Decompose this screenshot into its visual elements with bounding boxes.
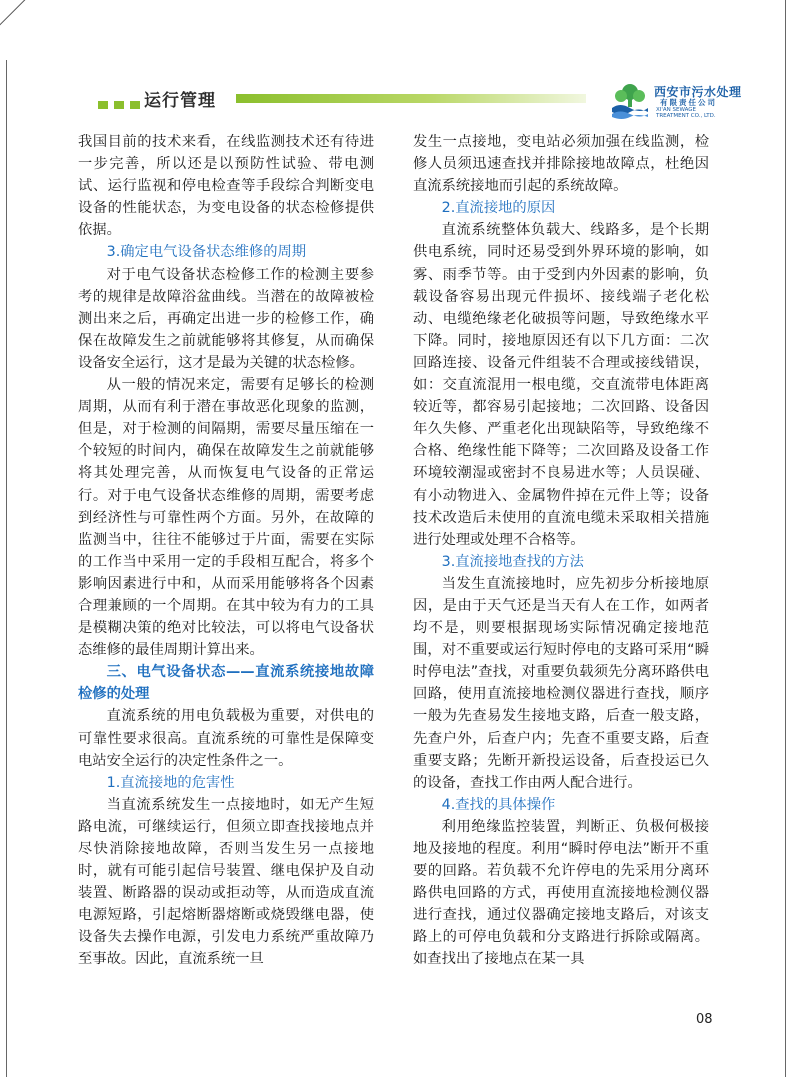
header-gradient-bar bbox=[236, 94, 586, 103]
logo-name-cn-sub: 有限责任公司 bbox=[660, 98, 717, 107]
subheading: 1.直流接地的危害性 bbox=[106, 774, 235, 791]
paragraph: 发生一点接地，变电站必须加强在线监测，检修人员须迅速查找并排除接地故障点，杜绝因直流系统接地而引起的系统故障。 bbox=[413, 134, 709, 195]
logo-name-en-line1: XI'AN SEWAGE bbox=[656, 107, 697, 113]
logo-emblem-icon bbox=[610, 82, 650, 120]
page-corner-fold bbox=[0, 0, 64, 64]
subheading: 2.直流接地的原因 bbox=[441, 200, 556, 217]
paragraph: 当直流系统发生一点接地时，如无产生短路电流，可继续运行，但须立即查找接地点并尽快消除接地故障，否则当发生另一点接地时，就有可能引起信号装置、继电保护及自动装置、断路器的误动或拒动等，从而造成直流电源短路，引起熔断器熔断或烧毁继电器，使设备失去操作电源，引发电力系统严重故障乃至事故。因此，直流系统一旦 bbox=[78, 796, 374, 968]
paragraph: 从一般的情况来定，需要有足够长的检测周期，从而有利于潜在事故恶化现象的监测，但是，对于检测的间隔期，需要尽量压缩在一个较短的时间内，确保在故障发生之前就能够将其处理完善，从而恢复电气设备的正常运行。对于电气设备状态维修的周期，需要考虑到经济性与可靠性两个方面。另外，在故障的监测当中，往往不能够过于片面，需要在实际的工作当中采用一定的手段相互配合，将多个影响因素进行中和，从而采用能够将各个因素合理兼顾的一个周期。在其中较为有力的工具是模糊决策的绝对比较法，可以将电气设备状态维修的最佳周期计算出来。 bbox=[78, 377, 374, 659]
subheading: 3.直流接地查找的方法 bbox=[441, 553, 584, 570]
subheading: 4.查找的具体操作 bbox=[441, 796, 556, 813]
paragraph: 直流系统整体负载大、线路多，是个长期供电系统，同时还易受到外界环境的影响，如雾、雨季节等。由于受到内外因素的影响，负载设备容易出现元件损坏、接线端子老化松动、电缆绝缘老化破损等问题，导致绝缘水平下降。同时，接地原因还有以下几方面：二次回路连接、设备元件组装不合理或接线错误，如：交直流混用一根电缆，交直流带电体距离较近等，都容易引起接地；二次回路、设备因年久失修、严重老化出现缺陷等，导致绝缘不合格、绝缘性能下降等；二次回路及设备工作环境较潮湿或密封不良易进水等；人员误碰、有小动物进入、金属物件掉在元件上等；设备技术改造后未使用的直流电缆未采取相关措施进行处理或处理不合格等。 bbox=[413, 222, 709, 548]
company-logo bbox=[610, 82, 760, 120]
logo-name-en-line2: TREATMENT CO., LTD. bbox=[656, 113, 716, 119]
left-column bbox=[78, 131, 374, 971]
paragraph: 当发生直流接地时，应先初步分析接地原因，是由于天气还是当天有人在工作，如两者均不是，则要根据现场实际情况确定接地范围，对不重要或运行短时停电的支路可采用“瞬时停电法”查找，对重要负载须先分离环路供电回路，使用直流接地检测仪器进行查找，顺序一般为先查易发生接地支路，后查一般支路，先查户外，后查户内；先查不重要支路，后查重要支路；先断开新投运设备，后查投运已久的设备，查找工作由两人配合进行。 bbox=[413, 575, 709, 791]
page-number: 08 bbox=[696, 1012, 713, 1027]
page-right-edge bbox=[785, 0, 786, 1077]
paragraph: 利用绝缘监控装置，判断正、负极何极接地及接地的程度。利用“瞬时停电法”断开不重要的回路。若负载不允许停电的先采用分离环路供电回路的方式，再使用直流接地检测仪器进行查找，通过仪器确定接地支路后，对该支路上的可停电负载和分支路进行拆除或隔离。如查找出了接地点在某一具 bbox=[413, 818, 709, 968]
section-title: 运行管理 bbox=[144, 91, 216, 111]
right-column bbox=[413, 131, 709, 971]
square-marker bbox=[98, 101, 108, 109]
paragraph: 对于电气设备状态检修工作的检测主要参考的规律是故障浴盆曲线。当潜在的故障被检测出来之后，再确定出进一步的检修工作，确保在故障发生之前就能够将其修复，从而确保设备安全运行，这才是最为关键的状态检修。 bbox=[78, 266, 374, 371]
square-marker bbox=[130, 101, 140, 109]
section-heading: 三、电气设备状态——直流系统接地故障检修的处理 bbox=[78, 664, 374, 703]
header-square-markers bbox=[98, 94, 146, 113]
subheading: 3.确定电气设备状态维修的周期 bbox=[106, 244, 307, 261]
logo-name-cn: 西安市污水处理 bbox=[654, 85, 742, 99]
logo-name-en bbox=[656, 107, 716, 119]
paragraph: 我国目前的技术来看，在线监测技术还有待进一步完善，所以还是以预防性试验、带电测试、运行监视和停电检查等手段综合判断变电设备的性能状态，为变电设备的状态检修提供依据。 bbox=[78, 134, 374, 239]
page-left-edge bbox=[6, 60, 7, 1077]
square-marker bbox=[114, 101, 124, 109]
paragraph: 直流系统的用电负载极为重要，对供电的可靠性要求很高。直流系统的可靠性是保障变电站安全运行的决定性条件之一。 bbox=[78, 708, 374, 769]
